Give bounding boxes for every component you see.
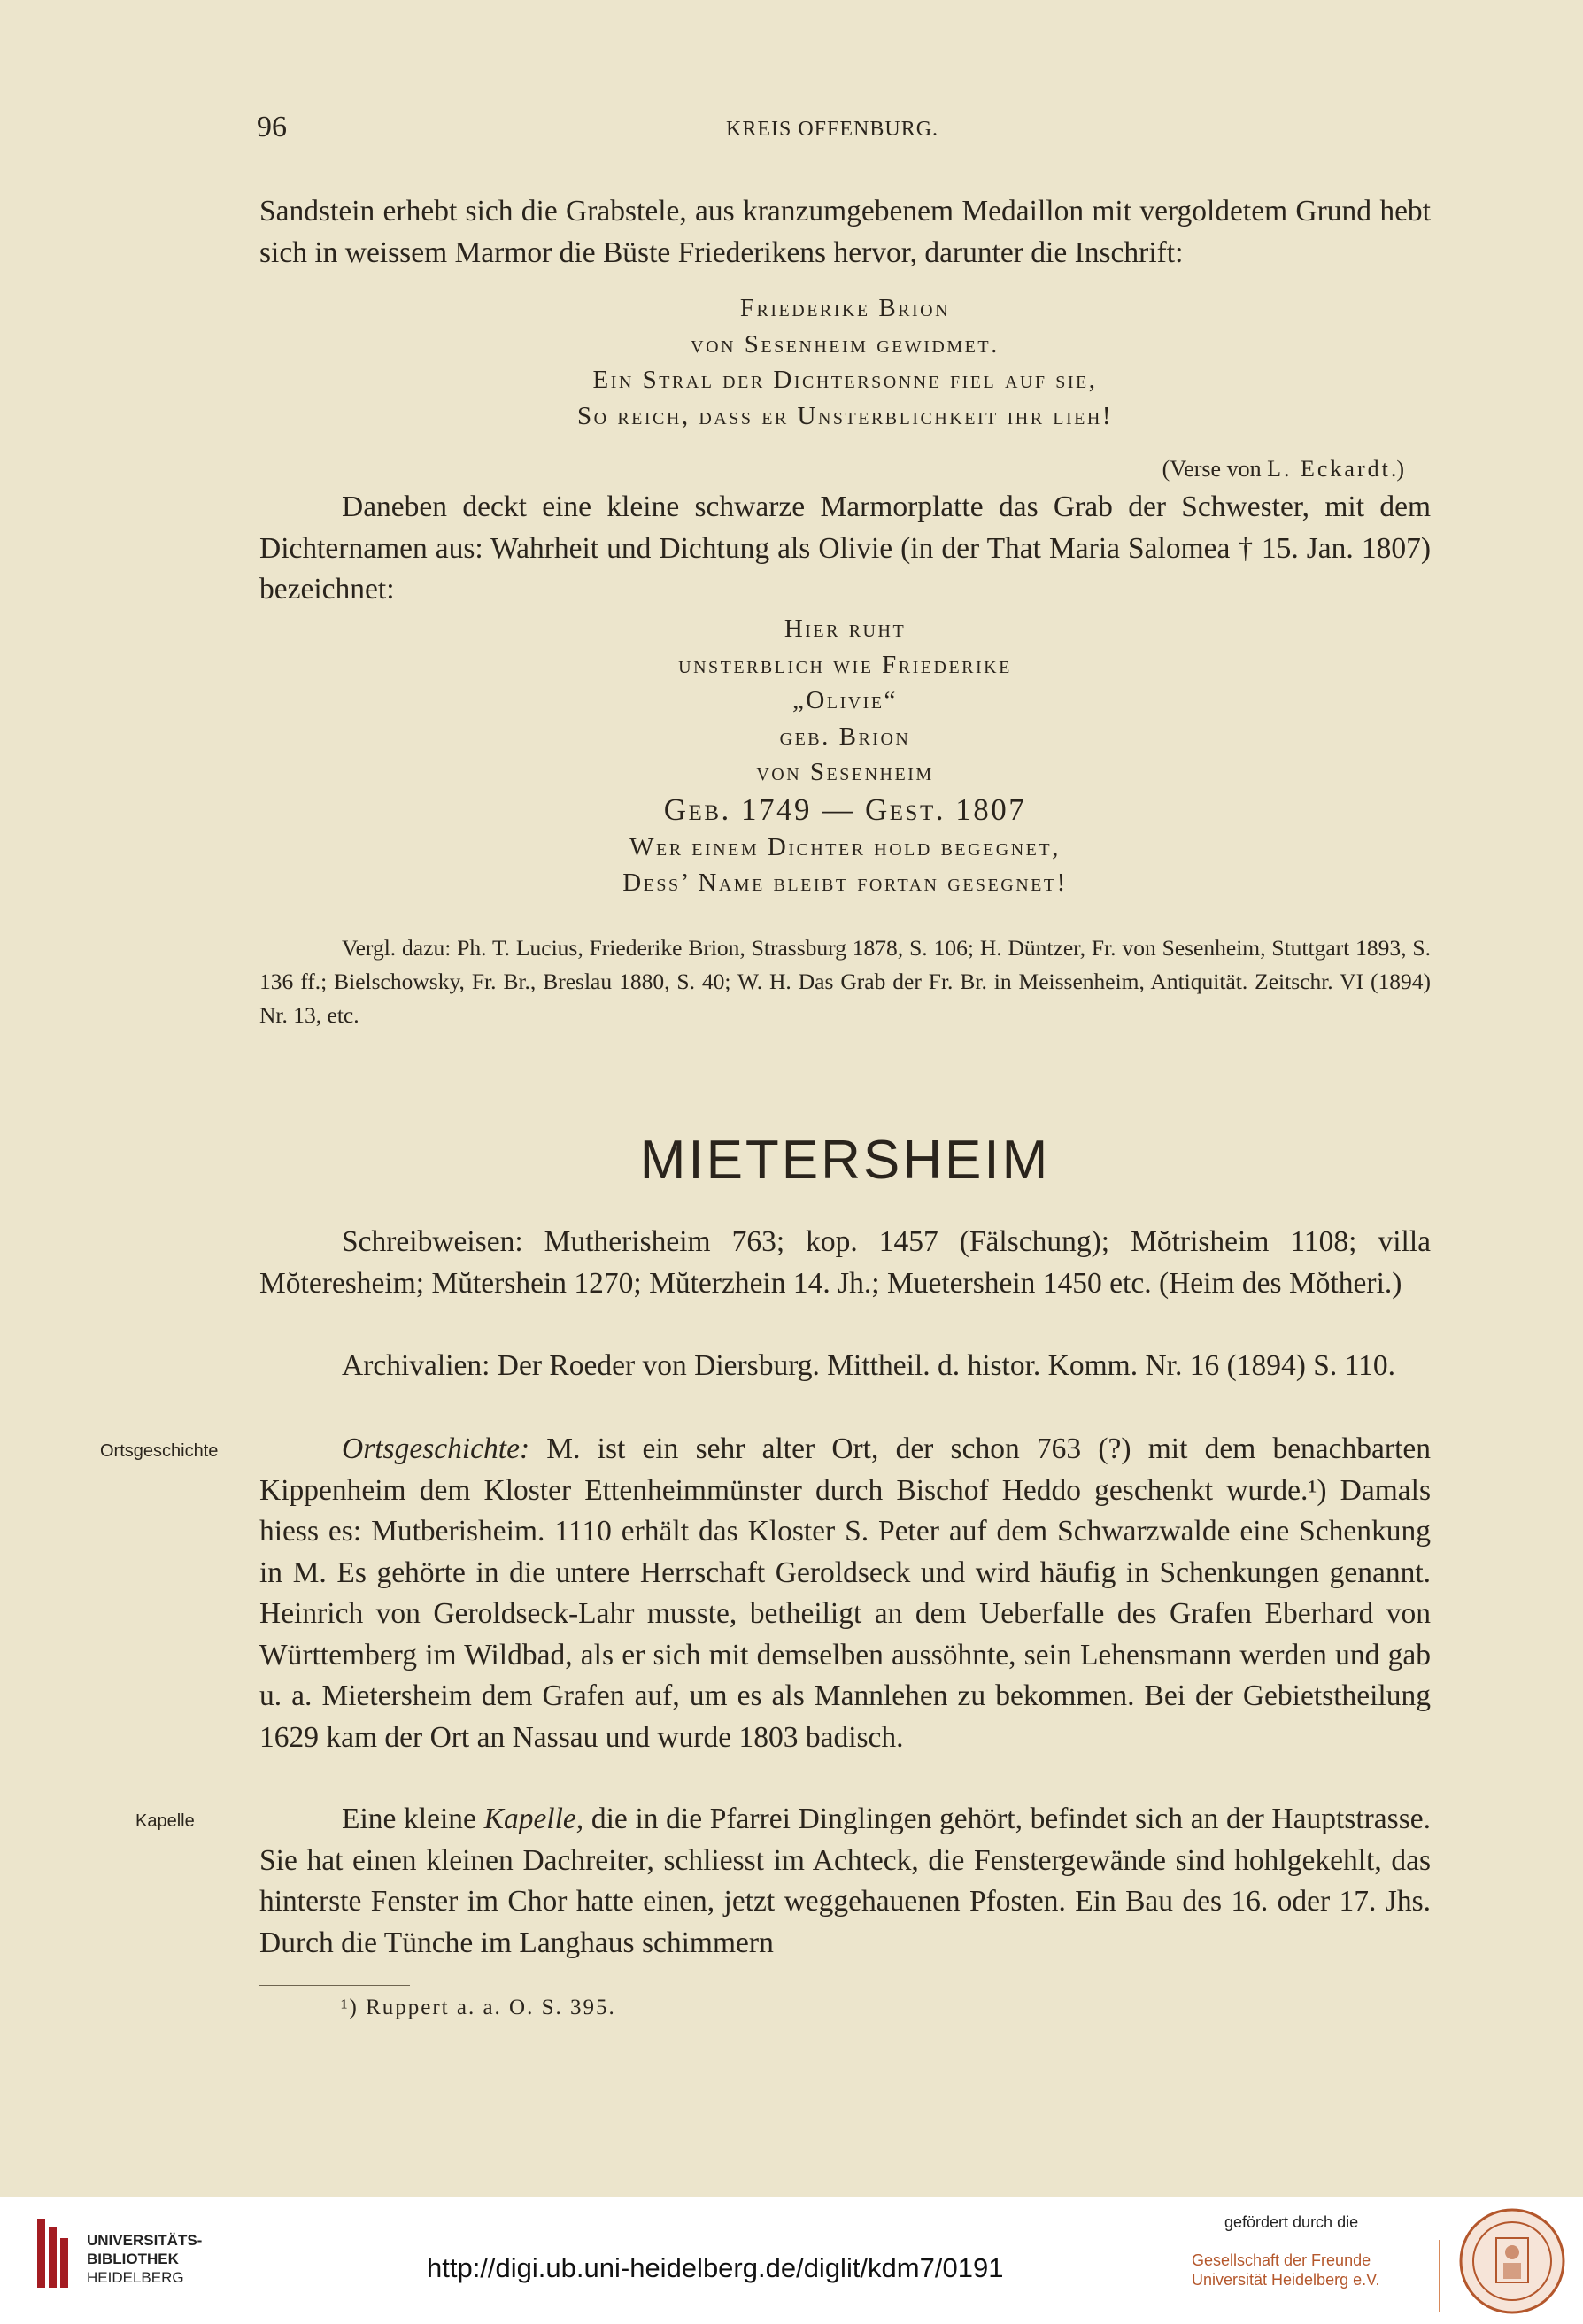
sponsor-name: [1192, 2251, 1379, 2289]
schreibweisen-text: Schreibweisen: Mutherisheim 763; kop. 1457 (Fälschung); Mŏtrisheim 1108; villa Mŏteresheim; Mŭtershein 1270; Mŭterzhein 14. Jh.; Muetershein 1450 etc. (Heim des Mŏtheri.): [259, 1225, 1431, 1300]
ortsgeschichte-lead: Ortsgeschichte:: [342, 1432, 530, 1465]
footnote-divider: [259, 1985, 410, 1986]
ortsgeschichte: [259, 1429, 1431, 1758]
intro-text: Sandstein erhebt sich die Grabstele, aus kranzumgebenem Medaillon mit vergoldetem Grund hebt sich in weissem Marmor die Büste Friederikens hervor, darunter die Inschrift:: [259, 195, 1431, 269]
tomb-line: unsterblich wie Friederike: [678, 650, 1012, 679]
inscription-line: von Sesenheim gewidmet.: [691, 329, 1000, 359]
tomb-line: von Sesenheim: [756, 758, 934, 786]
tomb-dates: Geb. 1749 — Gest. 1807: [663, 791, 1027, 827]
inscription-line: Ein Stral der Dichtersonne fiel auf sie,: [592, 366, 1098, 394]
sponsor-line: Universität Heidelberg e.V.: [1192, 2271, 1380, 2289]
library-name-line: HEIDELBERG: [87, 2269, 184, 2286]
kapelle-lead: Kapelle,: [483, 1803, 584, 1835]
tomb-line: „Olivie“: [792, 686, 898, 714]
tomb-line: Hier ruht: [784, 614, 907, 643]
attribution-suffix: .): [1390, 456, 1404, 482]
attribution-prefix: (Verse von: [1162, 456, 1268, 482]
intro-paragraph: [259, 191, 1431, 274]
tomb-closing-line: Dess’ Name bleibt fortan gesegnet!: [622, 869, 1068, 897]
university-seal-icon: [1457, 2206, 1567, 2316]
kapelle: [259, 1799, 1431, 1964]
references: [259, 931, 1431, 1032]
kapelle-body: die in die Pfarrei Dinglingen gehört, befindet sich an der Hauptstrasse. Sie hat einen kleinen Dachreiter, schliesst im Achteck, die Fenstergewände sind hohlgekehlt, das hinterste Fenster im Chor hatte einen, jetzt weggehauenen Pfosten. Ein Bau des 16. oder 17. Jhs. Durch die Tünche im Langhaus schimmern: [259, 1803, 1431, 1959]
inscription-line: Friederike Brion: [739, 294, 951, 322]
section-title: MIETERSHEIM: [639, 1130, 1051, 1191]
inscription: [259, 290, 1431, 434]
library-name-line: UNIVERSITÄTS-: [87, 2232, 203, 2249]
tombstone-inscription: [259, 611, 1431, 901]
ortsgeschichte-body: M. ist ein sehr alter Ort, der schon 763 (?) mit dem benachbarten Kippenheim dem Kloster Ettenheimmünster durch Bischof Heddo geschenkt wurde.¹) Damals hiess es: Mutberisheim. 1110 erhält das Kloster S. Peter auf dem Schwarzwalde eine Schenkung in M. Es gehörte in die untere Herrschaft Geroldseck und wird häufig in Schenkungen genannt. Heinrich von Geroldseck-Lahr musste, betheiligt an dem Ueberfalle des Grafen Eberhard von Württemberg im Wildbad, als er sich mit demselben aussöhnte, sein Lehensmann werden und gab u. a. Mietersheim dem Grafen auf, um es als Mannlehen zu bekommen. Bei der Gebietstheilung 1629 kam der Ort an Nassau und wurde 1803 badisch.: [259, 1432, 1431, 1754]
second-paragraph-text: Daneben deckt eine kleine schwarze Marmorplatte das Grab der Schwester, mit dem Dichternamen aus: Wahrheit und Dichtung als Olivie (in der That Maria Salomea † 15. Jan. 1807) bezeichnet:: [259, 490, 1431, 606]
permalink-url[interactable]: http://digi.ub.uni-heidelberg.de/diglit/kdm7/0191: [427, 2252, 1004, 2283]
kapelle-pre: Eine kleine: [342, 1803, 484, 1835]
sponsor-line: Gesellschaft der Freunde: [1192, 2251, 1371, 2269]
library-logo-icon: [37, 2219, 69, 2288]
attribution-author: L. Eckardt: [1267, 456, 1391, 482]
references-text: Vergl. dazu: Ph. T. Lucius, Friederike Brion, Strassburg 1878, S. 106; H. Düntzer, Fr. von Sesenheim, Stuttgart 1893, S. 136 ff.; Bielschowsky, Fr. Br., Breslau 1880, S. 40; W. H. Das Grab der Fr. Br. in Meissenheim, Antiquität. Zeitschr. VI (1894) Nr. 13, etc.: [259, 935, 1431, 1028]
margin-note-kapelle: Kapelle: [135, 1811, 195, 1831]
inscription-attribution: [1045, 456, 1404, 483]
tomb-line: geb. Brion: [779, 722, 911, 751]
footer-divider: [1439, 2240, 1440, 2312]
ortsgeschichte-text: [259, 1429, 1431, 1758]
footnote: ¹) Ruppert a. a. O. S. 395.: [341, 1996, 616, 2019]
digitization-footer: [0, 2197, 1583, 2324]
library-name-line: BIBLIOTHEK: [87, 2251, 179, 2267]
tomb-closing-line: Wer einem Dichter hold begegnet,: [629, 832, 1061, 861]
margin-note-ortsgeschichte: Ortsgeschichte: [100, 1441, 219, 1461]
kapelle-text: [259, 1799, 1431, 1964]
sponsor-label: gefördert durch die: [1224, 2213, 1359, 2231]
archivalien-text: Archivalien: Der Roeder von Diersburg. Mittheil. d. histor. Komm. Nr. 16 (1894) S. 110.: [342, 1349, 1396, 1382]
inscription-line: So reich, dass er Unsterblichkeit ihr lieh!: [577, 401, 1113, 430]
library-name: [87, 2231, 202, 2287]
archivalien: [259, 1346, 1431, 1387]
second-paragraph: [259, 487, 1431, 611]
page-number: 96: [257, 111, 287, 143]
schreibweisen: [259, 1222, 1431, 1304]
running-head: KREIS OFFENBURG.: [726, 118, 939, 141]
